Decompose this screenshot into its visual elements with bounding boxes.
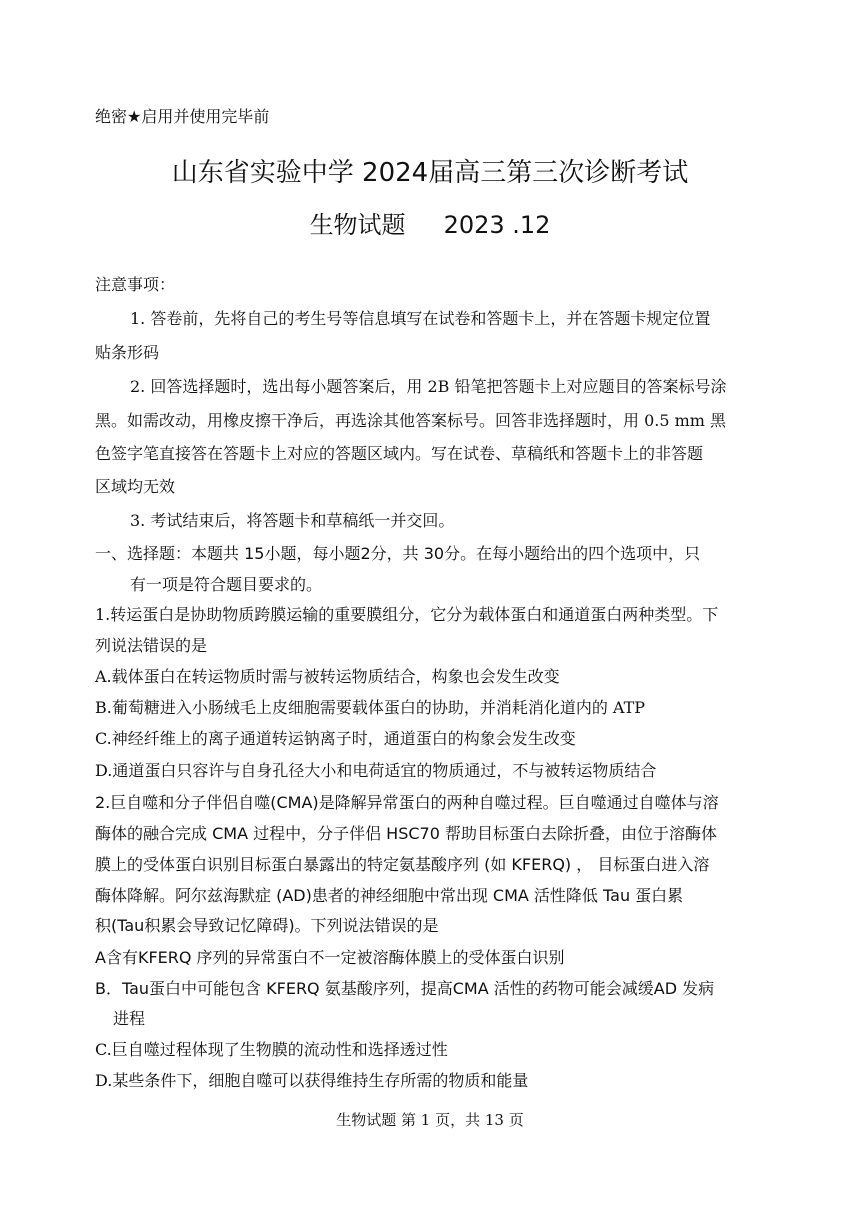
exam-date: 2023 .12	[443, 211, 551, 239]
q2-stem-line-1: 2.巨自噬和分子伴侣自噬(CMA)是降解异常蛋白的两种自噬过程。巨自噬通过自噬体与溶	[95, 793, 719, 812]
q1-option-b: B.葡萄糖进入小肠绒毛上皮细胞需要载体蛋白的协助，并消耗消化道内的 ATP	[95, 698, 646, 717]
q2-stem-line-5: 积(Tau积累会导致记忆障碍)。下列说法错误的是	[95, 916, 439, 935]
q1-option-d: D.通道蛋白只容许与自身孔径大小和电荷适宜的物质通过，不与被转运物质结合	[95, 761, 657, 780]
notes-heading: 注意事项：	[95, 275, 176, 294]
q2-stem-line-4: 酶体降解。阿尔兹海默症 (AD)患者的神经细胞中常出现 CMA 活性降低 Tau 蛋白累	[95, 886, 684, 905]
q1-option-c: C.神经纤维上的离子通道转运钠离子时，通道蛋白的构象会发生改变	[95, 729, 576, 748]
q2-stem-line-2: 酶体的融合完成 CMA 过程中，分子伴侣 HSC70 帮助目标蛋白去除折叠，由位于溶酶体	[95, 824, 717, 843]
note-item-1-line-1: 1. 答卷前，先将自己的考生号等信息填写在试卷和答题卡上，并在答题卡规定位置	[130, 309, 711, 328]
page-footer: 生物试题 第 1 页，共 13 页	[336, 1111, 524, 1129]
q2-stem-line-3: 膜上的受体蛋白识别目标蛋白暴露出的特定氨基酸序列 (如 KFERQ) ， 目标蛋白进入溶	[95, 855, 710, 874]
q1-option-a: A.载体蛋白在转运物质时需与被转运物质结合，构象也会发生改变	[95, 667, 560, 686]
note-item-1-line-2: 贴条形码	[95, 343, 160, 362]
note-item-2-line-3: 色签字笔直接答在答题卡上对应的答题区域内。写在试卷、草稿纸和答题卡上的非答题	[95, 444, 704, 463]
section-heading-line-1: 一、选择题：本题共 15小题，每小题2分，共 30分。在每小题给出的四个选项中，只	[95, 544, 701, 563]
note-item-3: 3. 考试结束后，将答题卡和草稿纸一并交回。	[130, 511, 455, 530]
subject-label: 生物试题	[309, 211, 406, 239]
secret-label: 绝密★启用并使用完毕前	[95, 107, 270, 126]
exam-title: 山东省实验中学 2024届高三第三次诊断考试	[171, 158, 689, 188]
q1-stem-line-1: 1.转运蛋白是协助物质跨膜运输的重要膜组分，它分为载体蛋白和通道蛋白两种类型。下	[95, 605, 719, 624]
section-heading-line-2: 有一项是符合题目要求的。	[130, 575, 323, 594]
q2-option-b-line-1: B．Tau蛋白中可能包含 KFERQ 氨基酸序列，提高CMA 活性的药物可能会减缓AD 发病	[95, 979, 715, 998]
q2-option-c: C.巨自噬过程体现了生物膜的流动性和选择透过性	[95, 1040, 448, 1059]
q2-option-d: D.某些条件下，细胞自噬可以获得维持生存所需的物质和能量	[95, 1071, 529, 1090]
exam-subtitle	[0, 205, 860, 240]
q1-stem-line-2: 列说法错误的是	[95, 636, 208, 655]
note-item-2-line-2: 黑。如需改动，用橡皮擦干净后，再选涂其他答案标号。回答非选择题时，用 0.5 mm 黑	[95, 411, 727, 430]
note-item-2-line-1: 2. 回答选择题时，选出每小题答案后，用 2B 铅笔把答题卡上对应题目的答案标号涂	[130, 377, 727, 396]
note-item-2-line-4: 区域均无效	[95, 477, 176, 496]
q2-option-b-line-2: 进程	[113, 1009, 146, 1028]
q2-option-a: A含有KFERQ 序列的异常蛋白不一定被溶酶体膜上的受体蛋白识别	[95, 948, 565, 967]
